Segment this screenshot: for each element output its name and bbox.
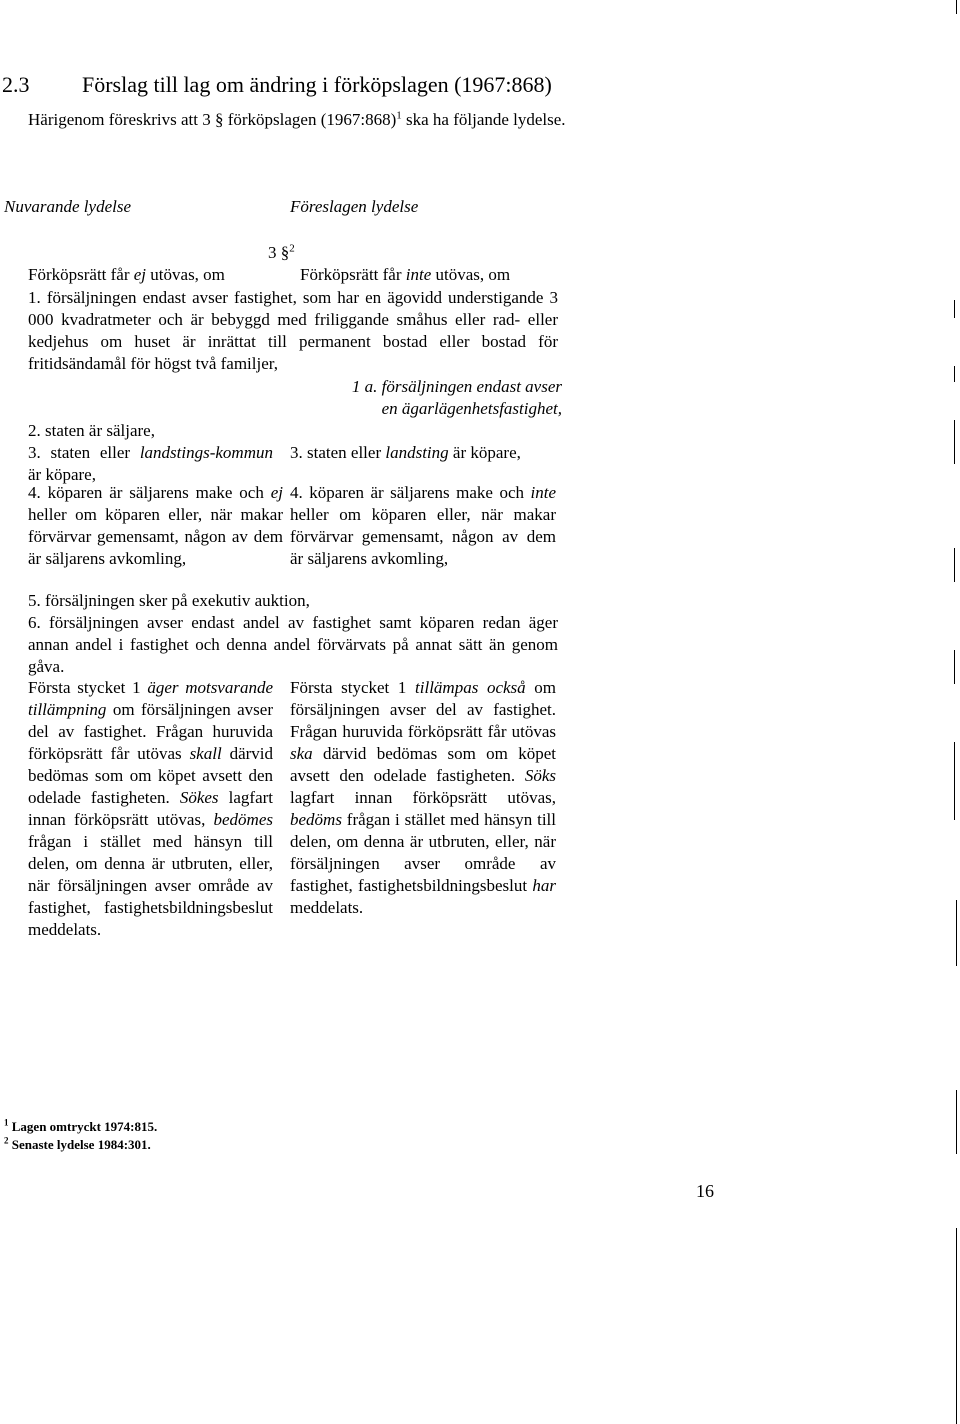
footnote-1-text: Lagen omtryckt 1974:815. [11,1119,158,1134]
item-4-left [28,482,283,570]
scan-edge-mark [954,366,955,382]
paragraph-right-em-3: Söks [524,766,556,785]
item-2: 2. staten är säljare, [28,421,155,440]
footnote-2 [4,1136,151,1153]
paragraph-right-em-1: tillämpas också [415,678,526,697]
page-number: 16 [696,1181,714,1201]
item-3-left-em: landstings-kommun [139,443,273,462]
opening-left-em: ej [133,265,147,284]
section-heading [2,72,552,98]
paragraph-left-em-4: bedömes [213,810,273,829]
left-column-header [4,196,131,218]
paragraph-right-em-4: bedöms [290,810,342,829]
opening-left-text: Förköpsrätt får [28,265,134,284]
item-1a-line2: en ägarlägenhetsfastighet, [381,399,562,418]
footnote-ref-1: 1 [396,109,402,122]
scan-edge-mark [956,1228,957,1424]
paragraph-right-em-2: ska [290,744,313,763]
footnote-1 [4,1118,157,1135]
intro-paragraph [28,109,568,131]
paragraph-right [290,677,556,919]
paragraph-right-text-1: Första stycket 1 [290,678,416,697]
paragraph-left-text-4: lagfart innan förköpsrätt utövas, [28,788,273,829]
paragraph-left-text-5: frågan i stället med hänsyn till delen, om denna är utbruten, eller, när försäljningen avser område av fastighet, fastighetsbildningsbeslut meddelats. [28,832,273,939]
item-3-left-text: 3. staten eller [28,443,140,462]
paragraph-left-text-3: därvid bedömas som om köpet avsett den odelade fastigheten. [28,744,274,807]
item-4-right-text: 4. köparen är säljarens make och [290,483,531,502]
paragraph-right-text-6: meddelats. [290,898,364,917]
scan-edge-mark [956,1090,957,1154]
section-label-text: 3 § [268,243,290,262]
paragraph-right-em-5: har [532,876,556,895]
paragraph-right-text-5: frågan i stället med hänsyn till delen, om denna är utbruten, eller, när försäljningen avser område av fastighet, fastighetsbildningsbeslut [290,810,556,895]
intro-text-end: ska ha följande lydelse. [401,110,566,129]
footnote-1-mark: 1 [4,1117,9,1128]
heading-title: Förslag till lag om ändring i förköpslagen (1967:868) [82,72,552,97]
item-4-right [290,482,556,570]
item-5: 5. försäljningen sker på exekutiv auktion, [28,591,310,610]
item-3-right-em: landsting [385,443,449,462]
paragraph-left [28,677,273,941]
opening-right-em: inte [405,265,432,284]
scan-edge-mark [956,900,957,966]
item-3-right [290,442,556,464]
item-3-left-text-end: är köpare, [28,465,96,484]
item-4-right-text-end: heller om köparen eller, när makar förvärvar gemensamt, någon av dem är säljarens avkomling, [290,505,556,568]
paragraph-right-text-2: om försäljningen avser del av fastighet. Frågan huruvida förköpsrätt får utövas [290,678,557,741]
item-4-left-text-end: heller om köparen eller, när makar förvärvar gemensamt, någon av dem är säljarens avkomling, [28,505,283,568]
item-1: 1. försäljningen endast avser fastighet, som har en ägovidd understigande 3 000 kvadratmeter och är bebyggd med friliggande småhus eller rad- eller kedjehus om huset är inrättat till permanent bostad eller bostad för fritidsändamål för högst två familjer, [28,288,558,373]
item-4-left-em: ej [270,483,283,502]
item-3-left [28,442,273,486]
item-1a [300,376,562,420]
item-4-right-em: inte [530,483,556,502]
item-6: 6. försäljningen avser endast andel av fastighet samt köparen redan äger annan andel i fastighet och denna andel förvärvats på annat sätt än genom gåva. [28,613,558,676]
opening-right-text: Förköpsrätt får [300,265,406,284]
scan-edge-mark [956,0,957,14]
footnote-2-text: Senaste lydelse 1984:301. [11,1137,151,1152]
scan-edge-mark [954,300,955,318]
item-3-right-text: 3. staten eller [290,443,386,462]
left-column-header-text: Nuvarande lydelse [4,197,131,216]
item-1a-line1: 1 a. försäljningen endast avser [351,377,562,396]
paragraph-left-em-2: skall [189,744,222,763]
paragraph-left-text-1: Första stycket 1 [28,678,148,697]
opening-right-text-end: utövas, om [431,265,511,284]
paragraph-left-em-1: äger motsvarande tillämpning [28,678,274,719]
intro-text: Härigenom föreskrivs att 3 § förköpslagen (1967:868) [28,110,397,129]
section-label [268,242,295,264]
opening-left-text-end: utövas, om [146,265,225,284]
item-3-right-text-end: är köpare, [448,443,521,462]
heading-number: 2.3 [2,72,30,97]
paragraph-left-text-2: om försäljningen avser del av fastighet. Frågan huruvida förköpsrätt får utövas [28,700,273,763]
scan-edge-mark [954,742,955,820]
footnote-ref-2: 2 [289,242,295,255]
paragraph-left-em-3: Sökes [179,788,219,807]
scan-edge-mark [954,420,955,464]
right-column-header-text: Föreslagen lydelse [290,197,419,216]
opening-left [28,264,225,286]
opening-right [300,264,510,286]
footnote-2-mark: 2 [4,1135,9,1146]
paragraph-right-text-3: därvid bedömas som om köpet avsett den odelade fastigheten. [290,744,556,785]
paragraph-right-text-4: lagfart innan förköpsrätt utövas, [290,788,556,807]
item-4-left-text: 4. köparen är säljarens make och [28,483,271,502]
right-column-header [290,196,418,218]
scan-edge-mark [954,548,955,582]
scan-edge-mark [954,650,955,684]
